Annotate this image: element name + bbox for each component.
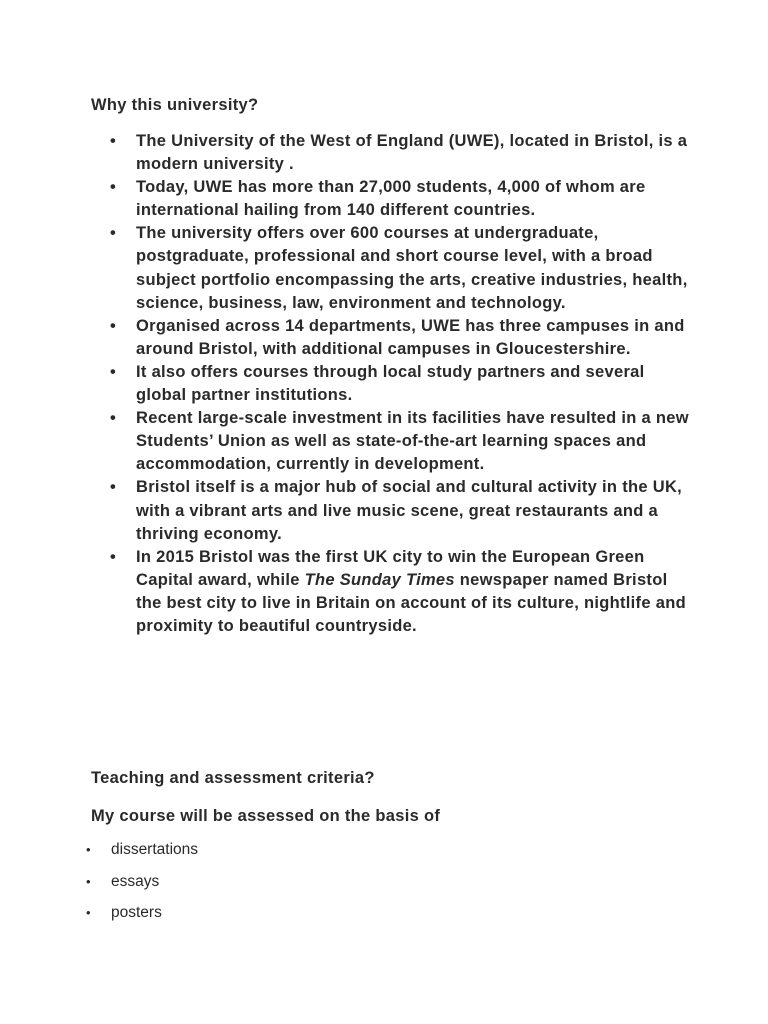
- bullet-icon: •: [110, 547, 117, 566]
- bullet-icon: •: [86, 873, 91, 889]
- bullet-icon: •: [86, 842, 91, 857]
- heading-why-this-university: Why this university?: [91, 96, 259, 114]
- list-item-text: Organised across 14 departments, UWE has three campuses in and around Bristol, with additional campuses in Gloucestershire.: [136, 316, 685, 358]
- bullet-icon: •: [86, 905, 91, 920]
- list-item-text: The university offers over 600 courses at undergraduate, postgraduate, professional and short course level, with a broad subject portfolio encompassing the arts, creative industries, health, science, business, law, environment and technology.: [136, 224, 688, 312]
- list-item: [110, 315, 690, 361]
- newspaper-title: The Sunday Times: [304, 570, 455, 589]
- assessment-methods-list: [86, 838, 198, 933]
- list-item-european-green-capital: [110, 546, 690, 638]
- assessment-method-item: [86, 870, 198, 902]
- list-item-text: Recent large-scale investment in its facilities have resulted in a new Students’ Union as well as state-of-the-art learning spaces and accommodation, currently in development.: [136, 409, 689, 474]
- list-item-text: The University of the West of England (UWE), located in Bristol, is a modern university .: [136, 132, 688, 174]
- bullet-icon: •: [110, 362, 117, 381]
- bullet-icon: •: [110, 316, 117, 335]
- list-item: [110, 476, 690, 545]
- assessment-method-label: dissertations: [111, 841, 199, 858]
- bullet-icon: •: [110, 224, 117, 243]
- list-item-text: It also offers courses through local study partners and several global partner institutions.: [136, 362, 645, 405]
- list-item: [110, 407, 690, 476]
- university-points-list: [110, 130, 690, 638]
- bullet-icon: •: [110, 132, 117, 150]
- list-item: [110, 222, 690, 314]
- list-item: [110, 361, 690, 407]
- heading-teaching-assessment: Teaching and assessment criteria?: [91, 769, 375, 787]
- list-item-text-before: In 2015 Bristol was the first UK city to win the European Green Capital award, while: [136, 547, 645, 589]
- list-item-text: Today, UWE has more than 27,000 students, 4,000 of whom are international hailing from 140 different countries.: [136, 178, 646, 220]
- list-item: [110, 176, 690, 222]
- bullet-icon: •: [110, 478, 117, 497]
- assessment-method-label: essays: [111, 872, 160, 890]
- list-item: [110, 130, 690, 176]
- assessment-method-item: [86, 838, 198, 870]
- assessment-method-label: posters: [111, 904, 162, 921]
- bullet-icon: •: [110, 178, 117, 197]
- list-item-text-after: newspaper named Bristol the best city to live in Britain on account of its culture, nightlife and proximity to beautiful countryside.: [136, 570, 686, 635]
- heading-assessment-basis: My course will be assessed on the basis of: [91, 807, 441, 825]
- list-item-text: Bristol itself is a major hub of social and cultural activity in the UK, with a vibrant arts and live music scene, great restaurants and a thriving economy.: [136, 478, 683, 543]
- bullet-icon: •: [110, 409, 117, 428]
- assessment-method-item: [86, 901, 198, 933]
